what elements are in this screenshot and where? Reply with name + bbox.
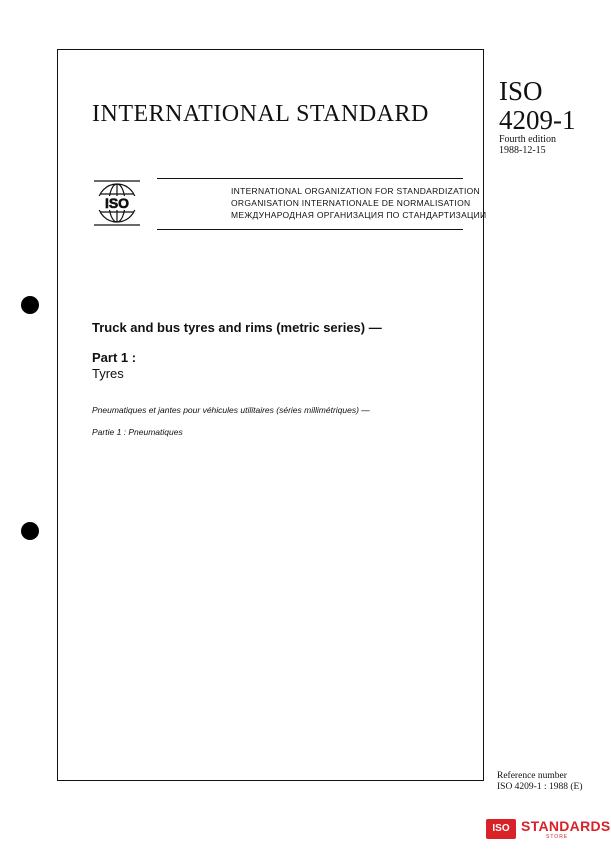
- page-border-frame: [57, 49, 487, 781]
- reference-label: Reference number: [497, 771, 567, 781]
- store-badge-sub: STORE: [546, 834, 569, 840]
- org-name-russian: МЕЖДУНАРОДНАЯ ОРГАНИЗАЦИЯ ПО СТАНДАРТИЗАЦИИ: [231, 210, 487, 220]
- org-name-french: ORGANISATION INTERNATIONALE DE NORMALISATION: [231, 198, 471, 208]
- punch-hole-icon: [21, 522, 39, 540]
- standard-title: Truck and bus tyres and rims (metric series) —: [92, 320, 382, 335]
- iso-label: ISO: [499, 76, 543, 106]
- french-part-title: Partie 1 : Pneumatiques: [92, 427, 183, 437]
- org-rule-bottom: [157, 229, 463, 230]
- punch-hole-icon: [21, 296, 39, 314]
- french-title: Pneumatiques et jantes pour véhicules utilitaires (séries millimétriques) —: [92, 405, 370, 415]
- store-badge-logo[interactable]: [486, 818, 611, 842]
- part-label: Part 1 :: [92, 350, 137, 365]
- edition: Fourth edition: [499, 134, 556, 145]
- iso-logo-text: ISO: [104, 195, 130, 211]
- part-title: Tyres: [92, 366, 124, 381]
- store-badge-iso: ISO: [486, 819, 516, 839]
- org-rule-top: [157, 178, 463, 179]
- edition-date: 1988-12-15: [499, 145, 546, 156]
- iso-logo-icon: [92, 178, 142, 228]
- standard-number: 4209-1: [499, 105, 576, 135]
- reference-number: ISO 4209-1 : 1988 (E): [497, 782, 583, 792]
- org-name-english: INTERNATIONAL ORGANIZATION FOR STANDARDIZATION: [231, 186, 480, 196]
- store-badge-text: STANDARDS: [521, 818, 611, 834]
- document-type-heading: INTERNATIONAL STANDARD: [92, 101, 429, 127]
